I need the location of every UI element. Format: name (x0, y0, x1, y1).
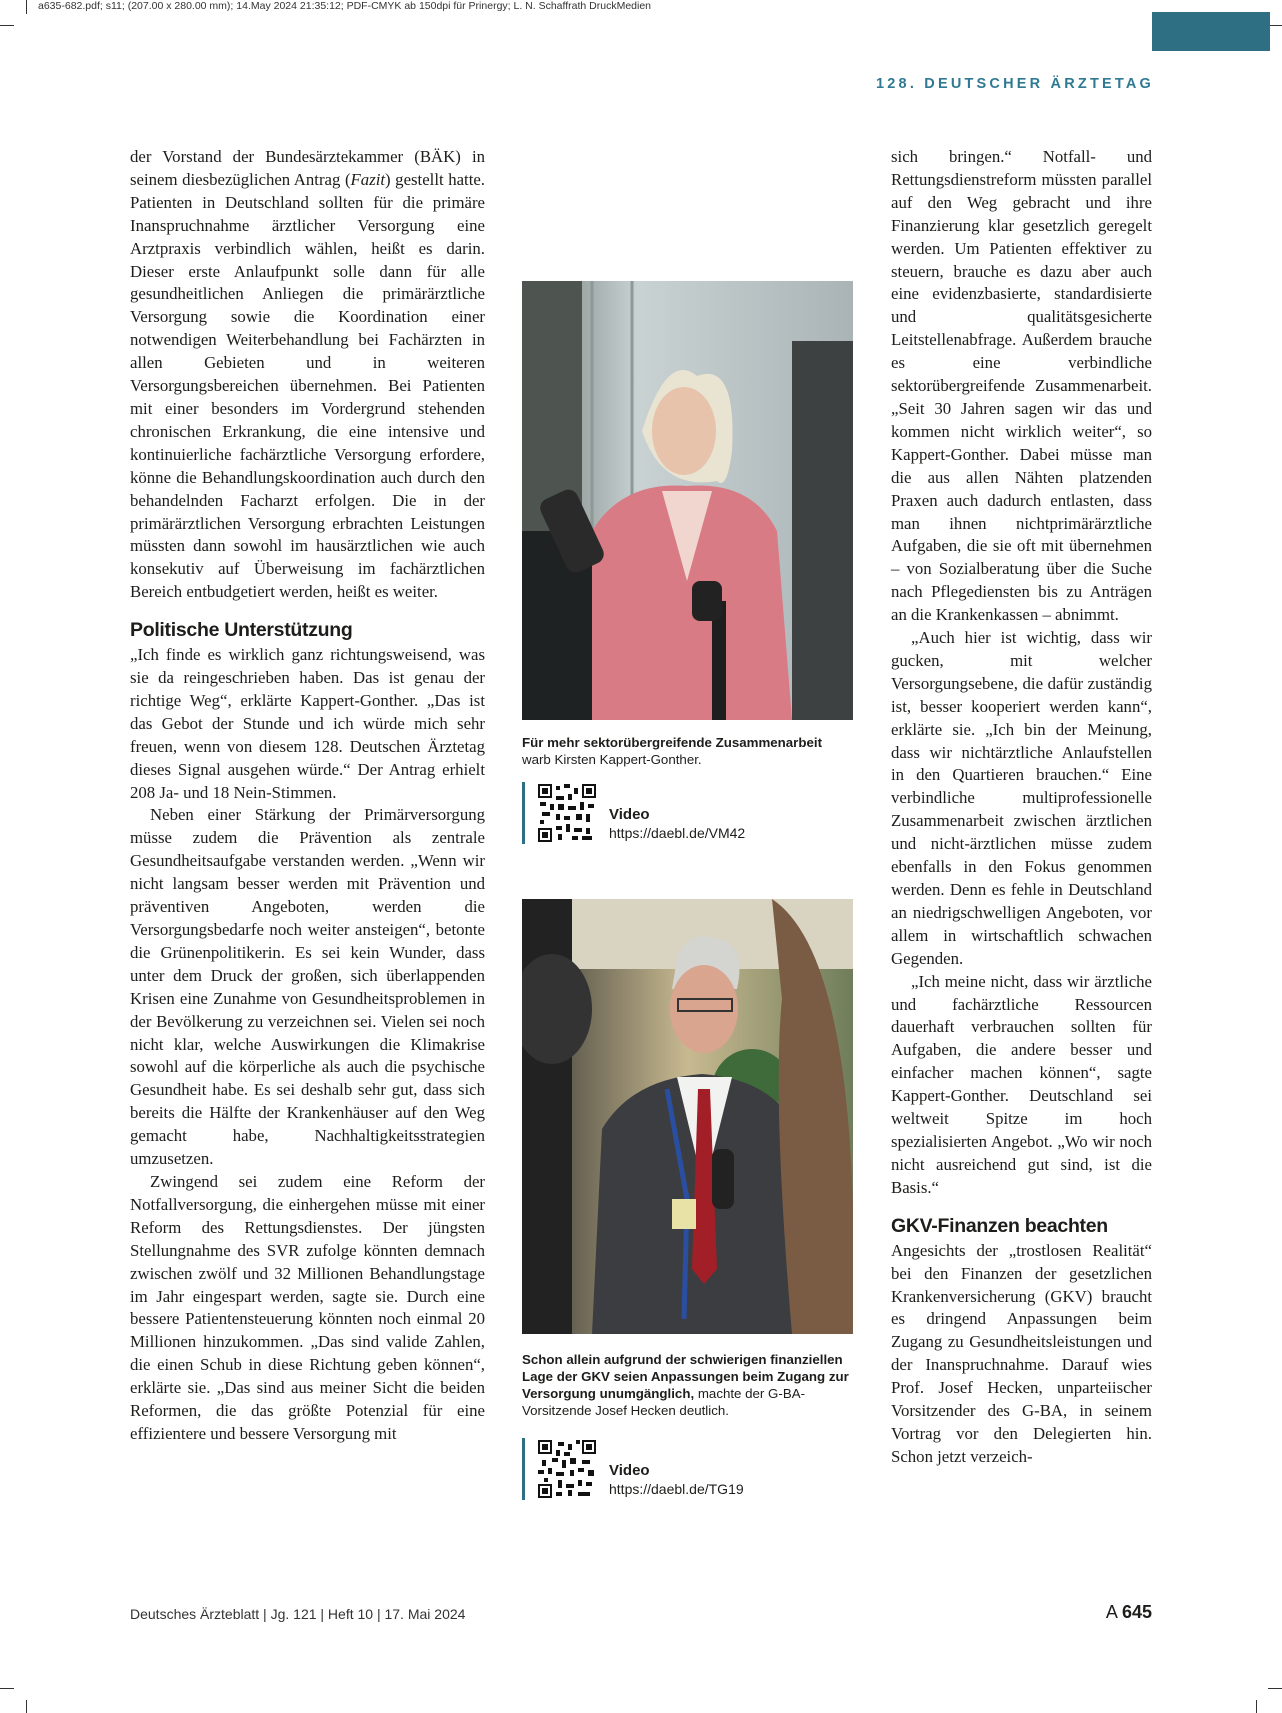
paragraph: „Ich meine nicht, dass wir ärztliche und fachärztliche Ressourcen dauerhaft verbrauchen sollten für Aufgaben, die andere besser und einfacher machen können“, sagte Kappert-Gonther. Deutschland sei weltweit Spitze im hoch spezialisierten Angebot. „Wo wir noch nicht ausreichend gut sind, ist die Basis.“ (891, 971, 1152, 1197)
paragraph: „Auch hier ist wichtig, dass wir gucken, mit welcher Versorgungsebene, die dafür zuständig ist, besser kooperiert werden kann“, erklärte sie. „Ich bin der Meinung, dass wir nichtärztliche Anlaufstellen in den Quartieren brauchen.“ Eine verbindliche multiprofessionelle Zusammenarbeit zwischen ärztlichen und nicht-ärztlichen müsse zudem ebenfalls in den Fokus genommen werden. Denn es fehle in Deutschland an niedrigschwelligen Angeboten, vor allem in wirtschaftlich schwachen Gegenden. (891, 628, 1152, 968)
paragraph: „Ich finde es wirklich ganz richtungsweisend, was sie da reingeschrieben haben. Das ist genau der richtige Weg“, erklärte Kappert-Gonther. „Das ist das Gebot der Stunde und ich würde mich sehr freuen, wenn von diesem 128. Deutschen Ärztetag dieses Signal ausgehen würde.“ Der Antrag erhielt 208 Ja- und 18 Nein-Stimmen. (130, 645, 485, 802)
photo-caption-2 (522, 1351, 853, 1419)
photo-caption-1 (522, 734, 853, 768)
video-link-tg19[interactable] (522, 1438, 855, 1500)
right-column (891, 146, 1152, 1469)
crop-mark-bottom-right-v (1256, 1700, 1257, 1713)
caption-bold: Für mehr sektorübergreifende Zusammenarbeit (522, 735, 822, 750)
journal-footer: Deutsches Ärzteblatt | Jg. 121 | Heft 10 | 17. Mai 2024 (130, 1606, 466, 1622)
italic-text: Fazit (350, 169, 386, 189)
paragraph: Angesichts der „trostlosen Realität“ bei den Finanzen der gesetzlichen Krankenversicherung (GKV) braucht es dringend Anpassungen beim Zugang zu Gesundheitsleistungen und der Inanspruchnahme. Darauf wies Prof. Josef Hecken, unparteiischer Vorsitzender des G-BA, in seinem Vortrag vor den Delegierten hin. Schon jetzt verzeich- (891, 1240, 1152, 1466)
video-label: Video (609, 806, 650, 823)
caption-text: machte der G-BA-Vorsitzende Josef Hecken deutlich. (522, 1386, 805, 1418)
video-link-vm42[interactable] (522, 782, 855, 844)
print-slug: a635-682.pdf; s11; (207.00 x 280.00 mm); 14.May 2024 21:35:12; PDF-CMYK ab 150dpi für Prinergy; L. N. Schaffrath DruckMedien (38, 0, 652, 12)
video-url[interactable]: https://daebl.de/TG19 (609, 1481, 744, 1497)
caption-bold: Schon allein aufgrund der schwierigen finanziellen Lage der GKV seien Anpassungen beim Zugang zur Versorgung unumgänglich, (522, 1352, 849, 1401)
crop-mark-bottom-right (1268, 1688, 1282, 1689)
qr-code-icon (538, 1440, 596, 1498)
video-label: Video (609, 1462, 650, 1479)
left-column (130, 146, 485, 1446)
text-run: der Vorstand der Bundesärztekammer (BÄK) in seinem diesbezüglichen Antrag ( (130, 147, 485, 189)
paragraph: Neben einer Stärkung der Primärversorgung müsse zudem die Prävention als zentrale Gesundheitsaufgabe verstanden werden. „Wenn wir nicht langsam besser werden mit Prävention und präventiven Angeboten, werden die Versorgungsbedarfe noch weiter ansteigen“, betonte die Grünenpolitikerin. Es sei kein Wunder, dass unter dem Druck der großen, sich überlappenden Krisen eine Zunahme von Gesundheitsproblemen in der Bevölkerung zu verzeichnen sei. Vielen sei noch nicht klar, welche Auswirkungen die Klimakrise sowohl auf die körperliche als auch die psychische Gesundheit habe. Es sei deshalb sehr gut, dass sich bereits die Hälfte der Krankenhäuser auf den Weg gemacht habe, Nachhaltigkeitsstrategien umzusetzen. (130, 805, 485, 1169)
crop-mark-top-left (0, 25, 14, 26)
crop-mark-bottom-left-v (26, 1700, 27, 1713)
text-run: ) gestellt hatte. Patienten in Deutschland sollten für die primäre Inanspruchnahme ärztlicher Versorgung eine Arztpraxis verbindlich wählen, heißt es darin. Dieser erste Anlaufpunkt solle dann für alle gesundheitlichen Anliegen die primärärztliche Versorgung sowie die Koordination einer notwendigen Weiterbehandlung bei Fachärzten in allen Gebieten und in weiteren Versorgungsbereichen übernehmen. Bei Patienten mit einer besonders im Vordergrund stehenden chronischen Erkrankung, die eine intensive und kontinuierliche fachärztliche Versorgung erfordere, könne die Behandlungskoordination auch durch den behandelnden Facharzt erfolgen. Die in der primärärztlichen Versorgung erbrachten Leistungen müssten dann sowohl im hausärztlichen wie auch konsekutiv auf Überweisung im fachärztlichen Bereich entbudgetiert werden, heißt es weiter. (130, 169, 486, 602)
photo-kappert-gonther (522, 281, 853, 720)
photo-josef-hecken (522, 899, 853, 1334)
subheading-gkv-finanzen: GKV-Finanzen beachten (891, 1214, 1108, 1237)
page-prefix: A (1105, 1602, 1117, 1622)
crop-mark-top-right (1268, 25, 1282, 26)
subheading-politische-unterstuetzung: Politische Unterstützung (130, 619, 353, 642)
page-number-value: 645 (1121, 1602, 1152, 1622)
crop-mark-top-left-v (26, 0, 27, 14)
qr-code-icon (538, 784, 596, 842)
page-number (1106, 1602, 1152, 1623)
section-label: 128. DEUTSCHER ÄRZTETAG (876, 76, 1154, 92)
paragraph: Zwingend sei zudem eine Reform der Notfallversorgung, die einhergehen müsse mit einer Reform des Rettungsdienstes. Der jüngsten Stellungnahme des SVR zufolge könnten demnach zwischen zwölf und 32 Millionen Behandlungstage im Jahr eingespart werden, sagte sie. Durch eine bessere Patientensteuerung könnten noch einmal 20 Millionen hinzukommen. „Das sind valide Zahlen, die einen Schub in diese Richtung geben können“, erklärte sie. „Das sind aus meiner Sicht die beiden Reformen, die das größte Potenzial für eine effizientere und bessere Versorgung mit (130, 1171, 485, 1443)
header-color-tab (1152, 12, 1270, 51)
paragraph: sich bringen.“ Notfall- und Rettungsdienstreform müssten parallel auf den Weg gebracht und ihre Finanzierung klar gesetzlich geregelt werden. Um Patienten effektiver zu steuern, brauche es dazu aber auch eine evidenzbasierte, standardisierte und qualitätsgesicherte Leitstellenabfrage. Außerdem brauche es eine verbindliche sektorübergreifende Zusammenarbeit. „Seit 30 Jahren sagen wir das und kommen nicht wirklich weiter“, so Kappert-Gonther. Dabei müsse man die aus allen Nähten platzenden Praxen auch dadurch entlasten, dass man ihnen nichtprimärärztliche Aufgaben, die sie oft mit übernehmen – von Sozialberatung über die Suche nach Pflegediensten bis zu Anträgen an die Krankenkassen – abnimmt. (891, 147, 1152, 625)
caption-text: warb Kirsten Kappert-Gonther. (522, 752, 702, 767)
video-url[interactable]: https://daebl.de/VM42 (609, 825, 746, 841)
crop-mark-bottom-left (0, 1688, 14, 1689)
paragraph (130, 146, 485, 604)
